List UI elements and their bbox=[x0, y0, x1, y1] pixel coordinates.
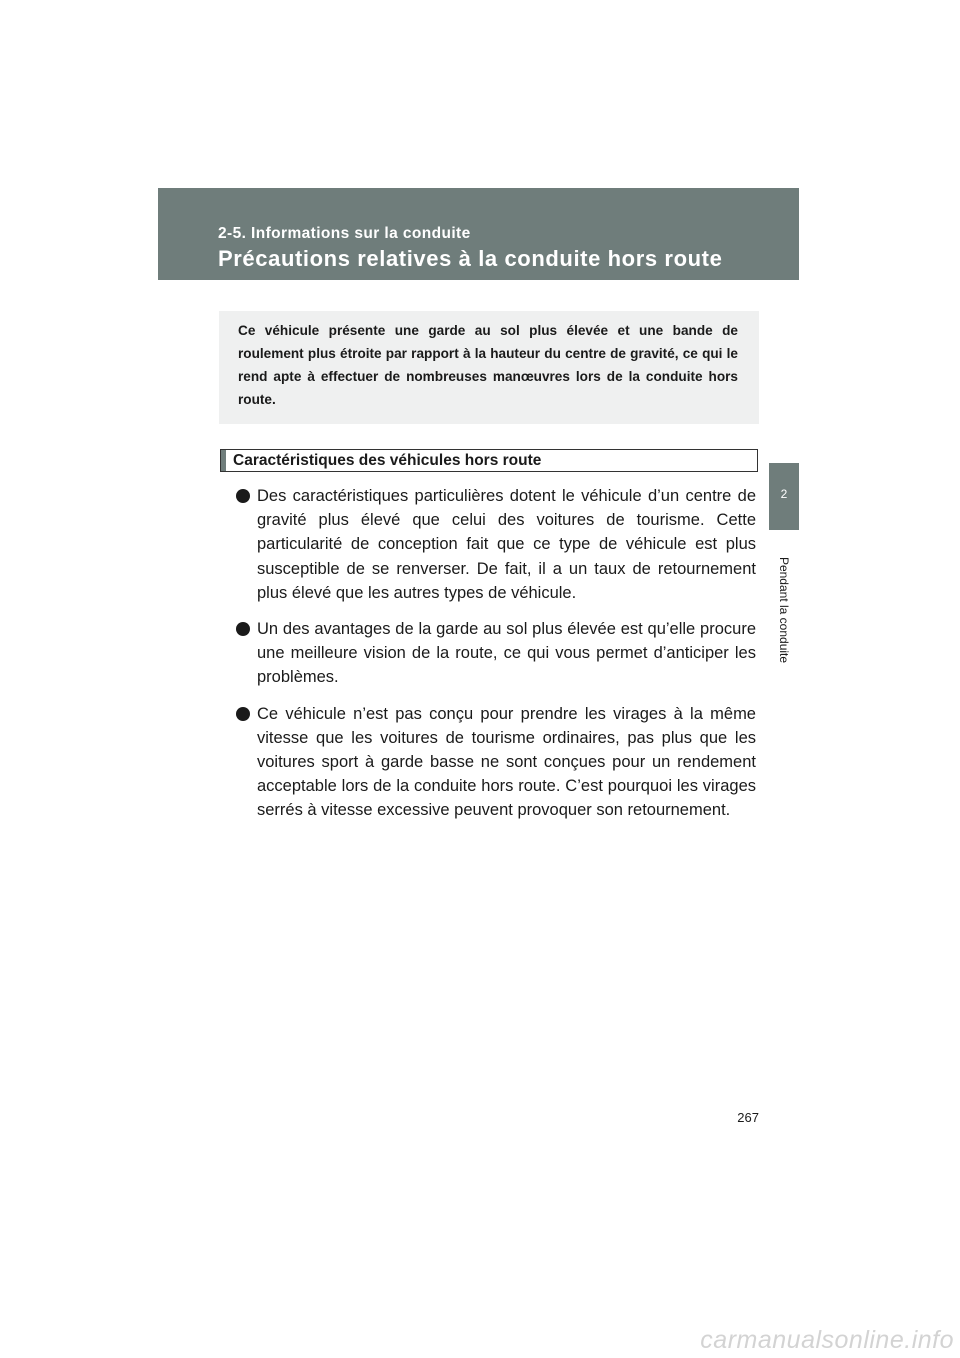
subheading bbox=[220, 449, 758, 472]
list-item bbox=[236, 484, 756, 605]
chapter-label: Pendant la conduite bbox=[777, 556, 791, 664]
chapter-label-vertical bbox=[773, 540, 795, 680]
intro-box bbox=[219, 311, 759, 424]
list-item bbox=[236, 702, 756, 823]
bullet-icon bbox=[236, 622, 250, 636]
bullet-text: Des caractéristiques particulières dotent le véhicule d’un centre de gravité plus élevé que celui des voitures de tourisme. Cette particularité de conception fait que ce type de véhicule est plus susceptible de se renverser. De fait, il a un taux de retournement plus élevé que les autres types de véhicule. bbox=[257, 487, 756, 602]
page-number: 267 bbox=[737, 1110, 759, 1125]
section-header bbox=[158, 188, 799, 280]
bullet-text: Un des avantages de la garde au sol plus élevée est qu’elle procure une meilleure vision de la route, ce qui vous permet d’anticiper les problèmes. bbox=[257, 620, 756, 687]
bullet-icon bbox=[236, 707, 250, 721]
section-label: 2-5. Informations sur la conduite bbox=[218, 225, 471, 242]
watermark: carmanualsonline.info bbox=[700, 1326, 954, 1354]
subheading-accent-bar bbox=[221, 450, 226, 471]
chapter-tab[interactable] bbox=[769, 463, 799, 530]
bullet-text: Ce véhicule n’est pas conçu pour prendre les virages à la même vitesse que les voitures de tourisme ordinaires, pas plus que les voitures sport à garde basse ne sont conçues pour un rendement acceptable lors de la conduite hors route. C’est pourquoi les virages serrés à vitesse excessive peuvent provoquer son retournement. bbox=[257, 704, 756, 820]
list-item bbox=[236, 617, 756, 690]
intro-text: Ce véhicule présente une garde au sol plus élevée et une bande de roulement plus étroite par rapport à la hauteur du centre de gravité, ce qui le rend apte à effectuer de nombreuses manœuvres lors de la conduite hors route. bbox=[238, 323, 738, 407]
bullet-icon bbox=[236, 489, 250, 503]
subheading-text: Caractéristiques des véhicules hors route bbox=[233, 452, 542, 469]
chapter-number: 2 bbox=[780, 487, 788, 501]
page-title: Précautions relatives à la conduite hors route bbox=[218, 246, 723, 271]
bullet-list bbox=[236, 484, 756, 835]
